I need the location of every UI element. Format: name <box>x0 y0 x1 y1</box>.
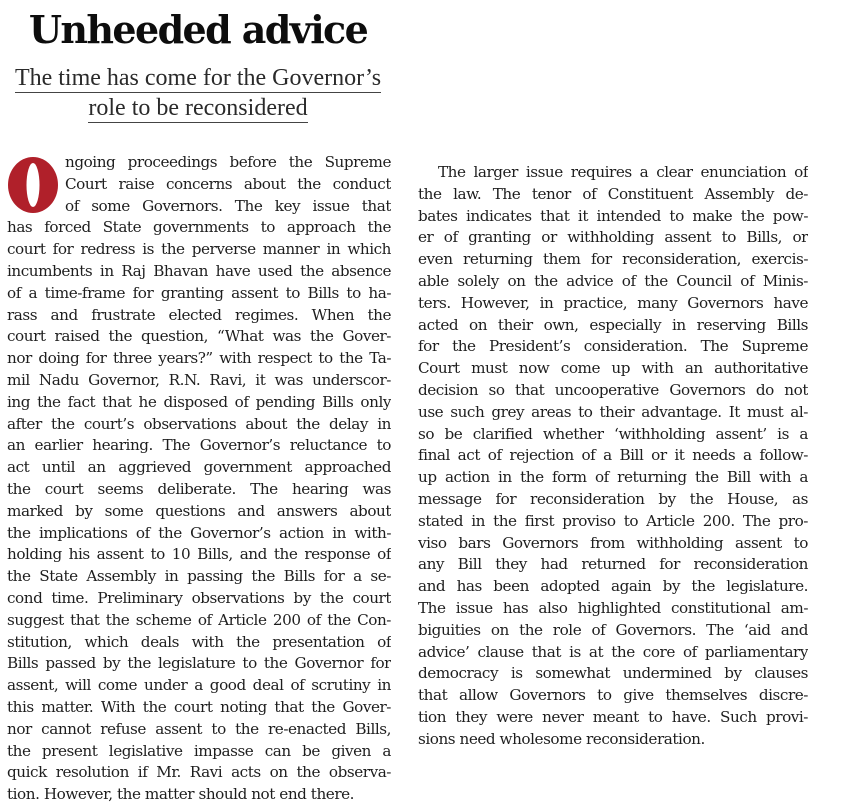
paragraph-line: the law. The tenor of Constituent Assembly de- <box>418 184 808 203</box>
paragraph-line: tion they were never meant to have. Such provi- <box>418 707 808 726</box>
paragraph-line: of some Governors. The key issue that <box>65 196 391 215</box>
paragraph-line: ngoing proceedings before the Supreme <box>65 153 391 171</box>
paragraph-line: this matter. With the court noting that the Gover- <box>7 697 391 716</box>
paragraph-line: use such grey areas to their advantage. It must al- <box>418 402 808 421</box>
left-column <box>7 152 391 806</box>
paragraph-line: viso bars Governors from withholding assent to <box>418 533 808 552</box>
paragraph-line: an earlier hearing. The Governor’s reluctance to <box>7 436 391 455</box>
paragraph-line: able solely on the advice of the Council of Minis- <box>418 271 808 290</box>
paragraph-line: bates indicates that it intended to make the pow- <box>418 206 808 225</box>
deck-line-2: role to be reconsidered <box>88 95 308 121</box>
paragraph-line: ters. However, in practice, many Governors have <box>418 293 808 312</box>
paragraph-line: nor doing for three years?” with respect to the Ta- <box>7 349 391 368</box>
paragraph-line: The larger issue requires a clear enunciation of <box>438 163 808 181</box>
right-column <box>418 162 808 751</box>
paragraph-line: tion. However, the matter should not end there. <box>7 785 355 804</box>
paragraph-line: that allow Governors to give themselves discre- <box>418 686 808 705</box>
paragraph-line: holding his assent to 10 Bills, and the response of <box>7 545 391 564</box>
paragraph-line: The issue has also highlighted constitutional am- <box>418 598 808 617</box>
headline: Unheeded advice <box>28 7 368 52</box>
paragraph-line: democracy is somewhat undermined by clauses <box>418 664 808 683</box>
paragraph-line: up action in the form of returning the Bill with a <box>418 468 808 487</box>
paragraph-line: er of granting or withholding assent to Bills, or <box>418 228 808 247</box>
paragraph-line: message for reconsideration by the House, as <box>418 489 808 508</box>
paragraph-line: nor cannot refuse assent to the re-enacted Bills, <box>7 719 391 738</box>
paragraph-line: stated in the first proviso to Article 200. The pro- <box>418 511 808 530</box>
paragraph-line: the State Assembly in passing the Bills for a se- <box>7 567 391 586</box>
deck-line-1: The time has come for the Governor’s <box>14 65 382 91</box>
paragraph-line: of a time-frame for granting assent to Bills to ha- <box>7 283 391 302</box>
paragraph-line: final act of rejection of a Bill or it needs a follow- <box>418 446 808 465</box>
paragraph-line: the present legislative impasse can be given a <box>7 741 391 760</box>
paragraph-line: quick resolution if Mr. Ravi acts on the observa- <box>7 763 391 782</box>
paragraph-line: biguities on the role of Governors. The ‘aid and <box>418 620 808 639</box>
paragraph-line: suggest that the scheme of Article 200 of the Con- <box>7 610 391 629</box>
dropcap-o-icon <box>7 156 59 214</box>
paragraph-line: decision so that uncooperative Governors do not <box>418 380 808 399</box>
paragraph-line: court for redress is the perverse manner in which <box>7 240 391 259</box>
paragraph-line: has forced State governments to approach the <box>7 218 391 237</box>
paragraph-line: sions need wholesome reconsideration. <box>418 729 705 748</box>
paragraph-line: court raised the question, “What was the Gover- <box>7 327 391 346</box>
paragraph-line: advice’ clause that is at the core of parliamentary <box>418 642 808 661</box>
paragraph-line: Court must now come up with an authoritative <box>418 359 808 378</box>
deck-subheading <box>0 63 396 123</box>
paragraph-line: assent, will come under a good deal of scrutiny in <box>7 676 391 695</box>
paragraph-line: act until an aggrieved government approached <box>7 458 391 477</box>
paragraph-line: marked by some questions and answers about <box>7 501 391 520</box>
paragraph-line: for the President’s consideration. The Supreme <box>418 337 808 356</box>
paragraph-line: the court seems deliberate. The hearing was <box>7 479 391 498</box>
paragraph-line: ing the fact that he disposed of pending Bills only <box>7 392 391 411</box>
paragraph-line: the implications of the Governor’s action in with- <box>7 523 391 542</box>
paragraph-line: acted on their own, especially in reserving Bills <box>418 315 808 334</box>
paragraph-line: and has been adopted again by the legislature. <box>418 577 808 596</box>
paragraph-line: mil Nadu Governor, R.N. Ravi, it was underscor- <box>7 370 391 389</box>
paragraph-line: incumbents in Raj Bhavan have used the absence <box>7 261 391 280</box>
paragraph-line: even returning them for reconsideration, exercis- <box>418 250 808 269</box>
paragraph-line: rass and frustrate elected regimes. When the <box>7 305 391 324</box>
paragraph-line: so be clarified whether ‘withholding assent’ is a <box>418 424 808 443</box>
paragraph-line: cond time. Preliminary observations by the court <box>7 588 391 607</box>
paragraph-line: any Bill they had returned for reconsideration <box>418 555 808 574</box>
paragraph-line: Bills passed by the legislature to the Governor for <box>7 654 391 673</box>
paragraph-line: Court raise concerns about the conduct <box>65 174 391 193</box>
paragraph-line: after the court’s observations about the delay in <box>7 414 391 433</box>
paragraph-line: stitution, which deals with the presentation of <box>7 632 391 651</box>
